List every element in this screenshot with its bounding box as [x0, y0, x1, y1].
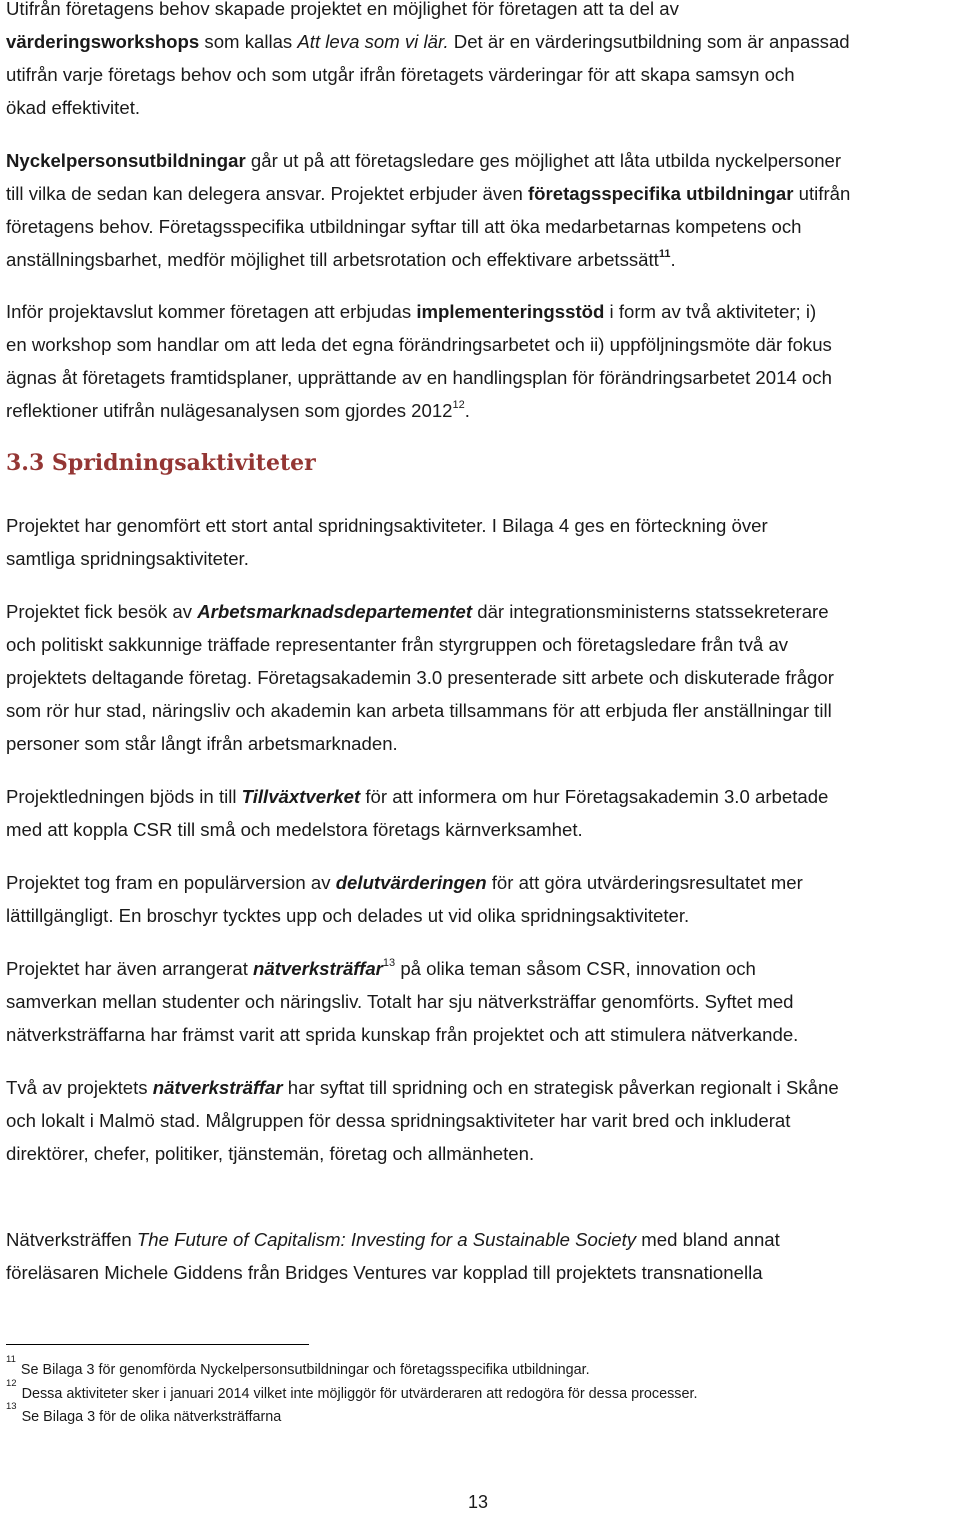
text-line: Projektet tog fram en populärversion av delutvärderingen för att göra utvärderingsresultatet mer: [6, 872, 803, 893]
text-line: reflektioner utifrån nulägesanalysen som gjordes 2012$^{12}$.: [6, 398, 470, 421]
text-line: och lokalt i Malmö stad. Målgruppen för dessa spridningsaktiviteter har varit bred och inkluderat: [6, 1110, 791, 1131]
text-line: lättillgängligt. En broschyr tycktes upp och delades ut vid olika spridningsaktiviteter.: [6, 905, 690, 926]
bold-term: Nyckelpersonsutbildningar: [6, 150, 246, 171]
text-line: som rör hur stad, näringsliv och akademin kan arbeta tillsammans för att erbjuda fler anställningar till: [6, 700, 832, 721]
text-line: Projektet fick besök av Arbetsmarknadsdepartementet där integrationsministerns statssekreterare: [6, 601, 829, 622]
section-heading: 3.3 Spridningsaktiviteter: [6, 450, 316, 476]
text-line: ökad effektivitet.: [6, 97, 141, 118]
text-line: Utifrån företagens behov skapade projektet en möjlighet för företagen att ta del av: [6, 0, 679, 19]
text-line: en workshop som handlar om att leda det egna förändringsarbetet och ii) uppföljningsmöte där fokus: [6, 334, 832, 355]
page-number: 13: [468, 1492, 489, 1512]
bold-italic-term: nätverksträffar: [152, 1077, 283, 1098]
text-line: med att koppla CSR till små och medelstora företags kärnverksamhet.: [6, 819, 583, 840]
text-line: företagens behov. Företagsspecifika utbildningar syftar till att öka medarbetarnas kompetens och: [6, 216, 802, 237]
text-line: projektets deltagande företag. Företagsakademin 3.0 presenterade sitt arbete och diskuterade frågor: [6, 667, 834, 688]
bold-term: implementeringsstöd: [416, 301, 605, 322]
italic-term: The Future of Capitalism: Investing for a Sustainable Society: [136, 1229, 637, 1250]
text-line: utifrån varje företags behov och som utgår ifrån företagets värderingar för att skapa samsyn och: [6, 64, 795, 85]
text-line: och politiskt sakkunnige träffade representanter från styrgruppen och företagsledare från två av: [6, 634, 789, 655]
text-line: Nyckelpersonsutbildningar går ut på att företagsledare ges möjlighet att låta utbilda nyckelpersoner: [6, 150, 842, 171]
text-line: samtliga spridningsaktiviteter.: [6, 548, 249, 569]
text-line: personer som står långt ifrån arbetsmarknaden.: [6, 733, 398, 754]
footnote: $^{11}$Se Bilaga 3 för genomförda Nyckelpersonsutbildningar och företagsspecifika utbildningar.: [6, 1354, 590, 1378]
bold-italic-term: delutvärderingen: [335, 872, 487, 893]
footnote-divider: [6, 1344, 309, 1345]
text-line: Projektet har även arrangerat nätverksträffar$^{13}$ på olika teman såsom CSR, innovation och: [6, 956, 756, 979]
text-line: värderingsworkshops som kallas Att leva som vi lär. Det är en värderingsutbildning som är anpassad: [6, 31, 850, 52]
italic-term: Att leva som vi lär.: [297, 31, 449, 52]
footnote-ref[interactable]: 12: [452, 398, 465, 411]
text-line: nätverksträffarna har främst varit att sprida kunskap från projektet och att stimulera nätverkande.: [6, 1024, 799, 1045]
text-line: Projektledningen bjöds in till Tillväxtverket för att informera om hur Företagsakademin 3.0 arbetade: [6, 786, 829, 807]
bold-italic-term: Arbetsmarknadsdepartementet: [197, 601, 473, 622]
bold-italic-term: nätverksträffar: [253, 958, 383, 979]
text-line: anställningsbarhet, medför möjlighet till arbetsrotation och effektivare arbetssätt$^{11}$.: [6, 247, 676, 270]
text-line: Inför projektavslut kommer företagen att erbjudas implementeringsstöd i form av två aktiviteter; i): [6, 301, 817, 322]
text-line: ägnas åt företagets framtidsplaner, upprättande av en handlingsplan för förändringsarbetet 2014 och: [6, 367, 832, 388]
text-line: Projektet har genomfört ett stort antal spridningsaktiviteter. I Bilaga 4 ges en förteckning över: [6, 515, 768, 536]
text-line: Två av projektets nätverksträffar har syftat till spridning och en strategisk påverkan regionalt i Skåne: [6, 1077, 839, 1098]
text-line: föreläsaren Michele Giddens från Bridges Ventures var kopplad till projektets transnationella: [6, 1262, 763, 1283]
text-line: Nätverksträffen The Future of Capitalism: Investing for a Sustainable Society med bland annat: [6, 1229, 780, 1250]
footnote-ref[interactable]: 13: [382, 956, 396, 969]
bold-term: företagsspecifika utbildningar: [527, 183, 794, 204]
footnote-ref[interactable]: 11: [658, 247, 671, 260]
bold-italic-term: Tillväxtverket: [241, 786, 361, 807]
bold-term: värderingsworkshops: [6, 31, 200, 52]
text-line: samverkan mellan studenter och näringsliv. Totalt har sju nätverksträffar genomförts. Syftet med: [6, 991, 794, 1012]
text-line: direktörer, chefer, politiker, tjänstemän, företag och allmänheten.: [6, 1143, 535, 1164]
text-line: till vilka de sedan kan delegera ansvar. Projektet erbjuder även företagsspecifika utbildningar utifrån: [6, 183, 851, 204]
footnote: $^{13}$Se Bilaga 3 för de olika nätverksträffarna: [6, 1401, 282, 1425]
footnote: $^{12}$Dessa aktiviteter sker i januari 2014 vilket inte möjliggör för utvärderaren att redogöra för dessa processer.: [6, 1378, 698, 1402]
